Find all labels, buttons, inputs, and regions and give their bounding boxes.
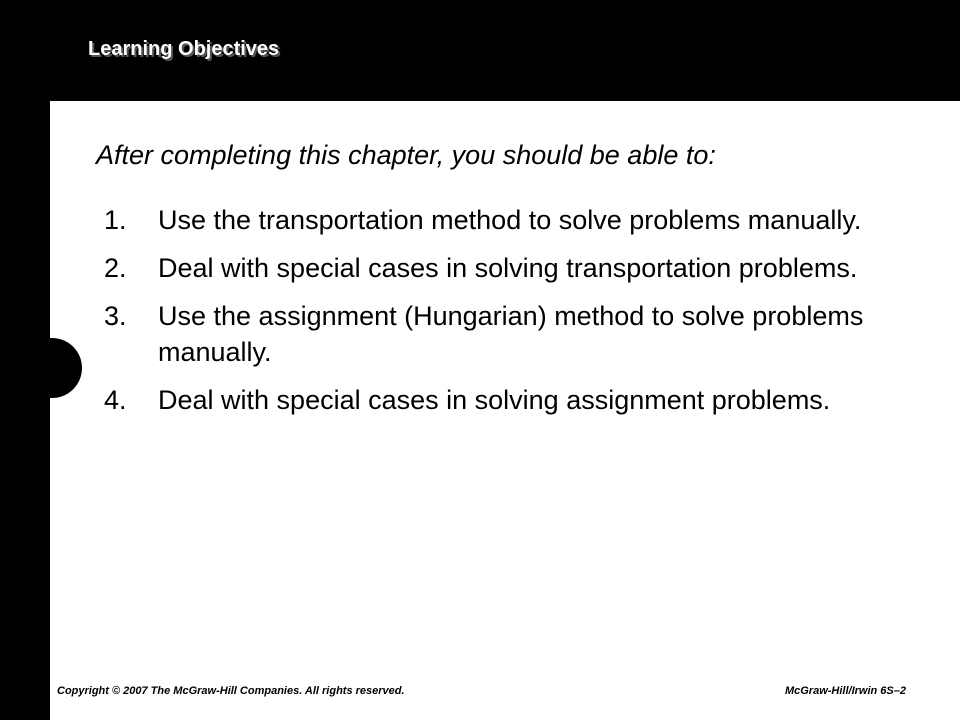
objective-item — [96, 298, 876, 370]
objective-text: Use the assignment (Hungarian) method to solve problems manually. — [158, 301, 864, 367]
objective-text: Deal with special cases in solving assignment problems. — [158, 385, 831, 415]
intro-text: After completing this chapter, you should be able to: — [96, 140, 716, 170]
objective-text: Deal with special cases in solving transportation problems. — [158, 253, 858, 283]
objective-number: 4. — [104, 385, 127, 415]
objective-text: Use the transportation method to solve problems manually. — [158, 205, 862, 235]
objective-item — [96, 250, 876, 286]
objective-number: 2. — [104, 253, 127, 283]
slide-header-title: Learning Objectives — [88, 38, 280, 60]
objectives-list — [96, 202, 876, 430]
objective-item — [96, 382, 876, 418]
side-tab-decoration — [0, 338, 82, 398]
objective-number: 1. — [104, 205, 127, 235]
footer-copyright: Copyright © 2007 The McGraw-Hill Companies. All rights reserved. — [57, 685, 405, 697]
footer-page-ref: McGraw-Hill/Irwin 6S–2 — [784, 685, 906, 697]
objective-item — [96, 202, 876, 238]
objective-number: 3. — [104, 301, 127, 331]
